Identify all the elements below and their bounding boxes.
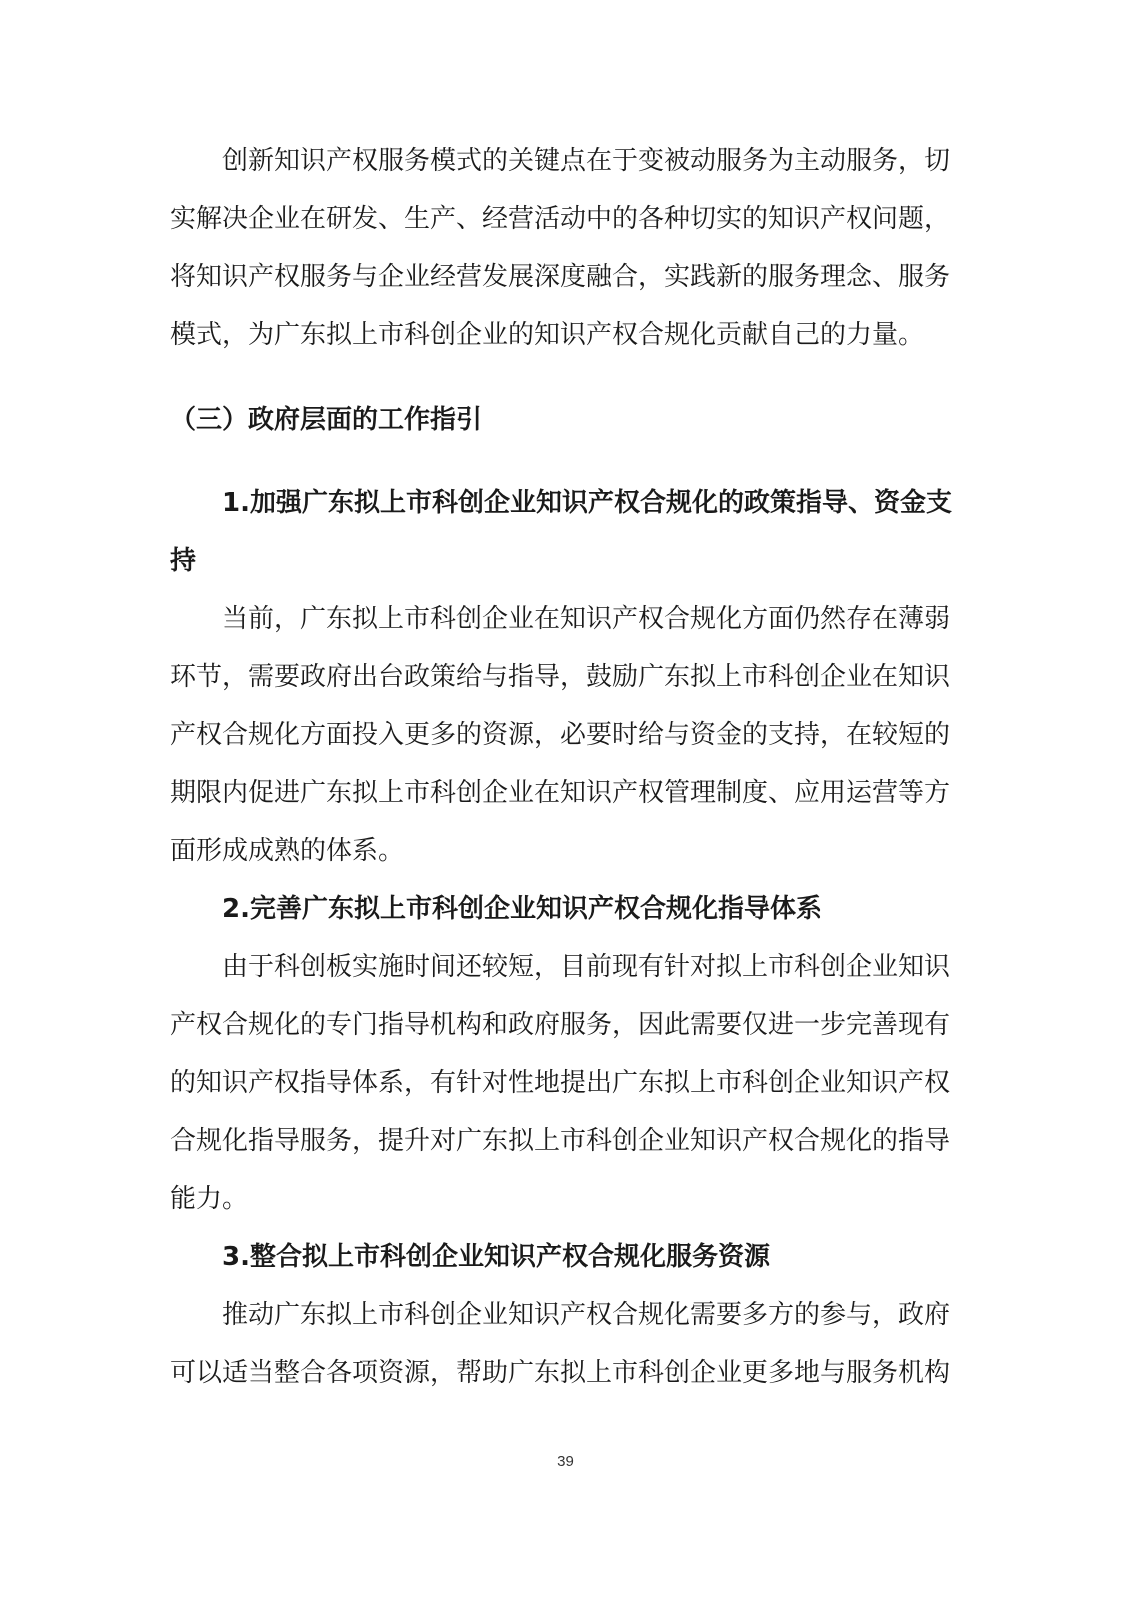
section-heading: （三）政府层面的工作指引 [170, 405, 483, 435]
paragraph-line: 由于科创板实施时间还较短，目前现有针对拟上市科创企业知识 [222, 952, 951, 982]
paragraph-line: 产权合规化的专门指导机构和政府服务，因此需要仅进一步完善现有 [170, 1010, 951, 1040]
item3-body [170, 1286, 950, 1402]
item3-title-block [170, 1228, 950, 1286]
paragraph-line: 的知识产权指导体系，有针对性地提出广东拟上市科创企业知识产权 [170, 1068, 951, 1098]
paragraph-line: 可以适当整合各项资源，帮助广东拟上市科创企业更多地与服务机构 [170, 1358, 951, 1388]
paragraph-line: 实解决企业在研发、生产、经营活动中的各种切实的知识产权问题， [170, 204, 951, 234]
item2-body [170, 938, 950, 1228]
paragraph-line: 模式，为广东拟上市科创企业的知识产权合规化贡献自己的力量。 [170, 320, 925, 350]
paragraph-line: 推动广东拟上市科创企业知识产权合规化需要多方的参与，政府 [222, 1300, 951, 1330]
item2-title-block [170, 880, 950, 938]
page-number: 39 [557, 1453, 574, 1470]
intro-paragraph [170, 132, 950, 364]
item-title-line: 持 [170, 546, 197, 576]
item2-title: 2.完善广东拟上市科创企业知识产权合规化指导体系 [222, 894, 822, 924]
paragraph-line: 创新知识产权服务模式的关键点在于变被动服务为主动服务，切 [222, 146, 951, 176]
paragraph-line: 合规化指导服务，提升对广东拟上市科创企业知识产权合规化的指导 [170, 1126, 951, 1156]
paragraph-line: 产权合规化方面投入更多的资源，必要时给与资金的支持，在较短的 [170, 720, 951, 750]
item-title-line: 1.加强广东拟上市科创企业知识产权合规化的政策指导、资金支 [222, 488, 952, 518]
paragraph-line: 面形成成熟的体系。 [170, 836, 405, 866]
paragraph-line: 环节，需要政府出台政策给与指导，鼓励广东拟上市科创企业在知识 [170, 662, 951, 692]
paragraph-line: 当前，广东拟上市科创企业在知识产权合规化方面仍然存在薄弱 [222, 604, 951, 634]
item1-title [170, 474, 950, 590]
item3-title: 3.整合拟上市科创企业知识产权合规化服务资源 [222, 1242, 770, 1272]
paragraph-line: 期限内促进广东拟上市科创企业在知识产权管理制度、应用运营等方 [170, 778, 951, 808]
paragraph-line: 能力。 [170, 1184, 249, 1214]
item1-body [170, 590, 950, 880]
paragraph-line: 将知识产权服务与企业经营发展深度融合，实践新的服务理念、服务 [170, 262, 951, 292]
